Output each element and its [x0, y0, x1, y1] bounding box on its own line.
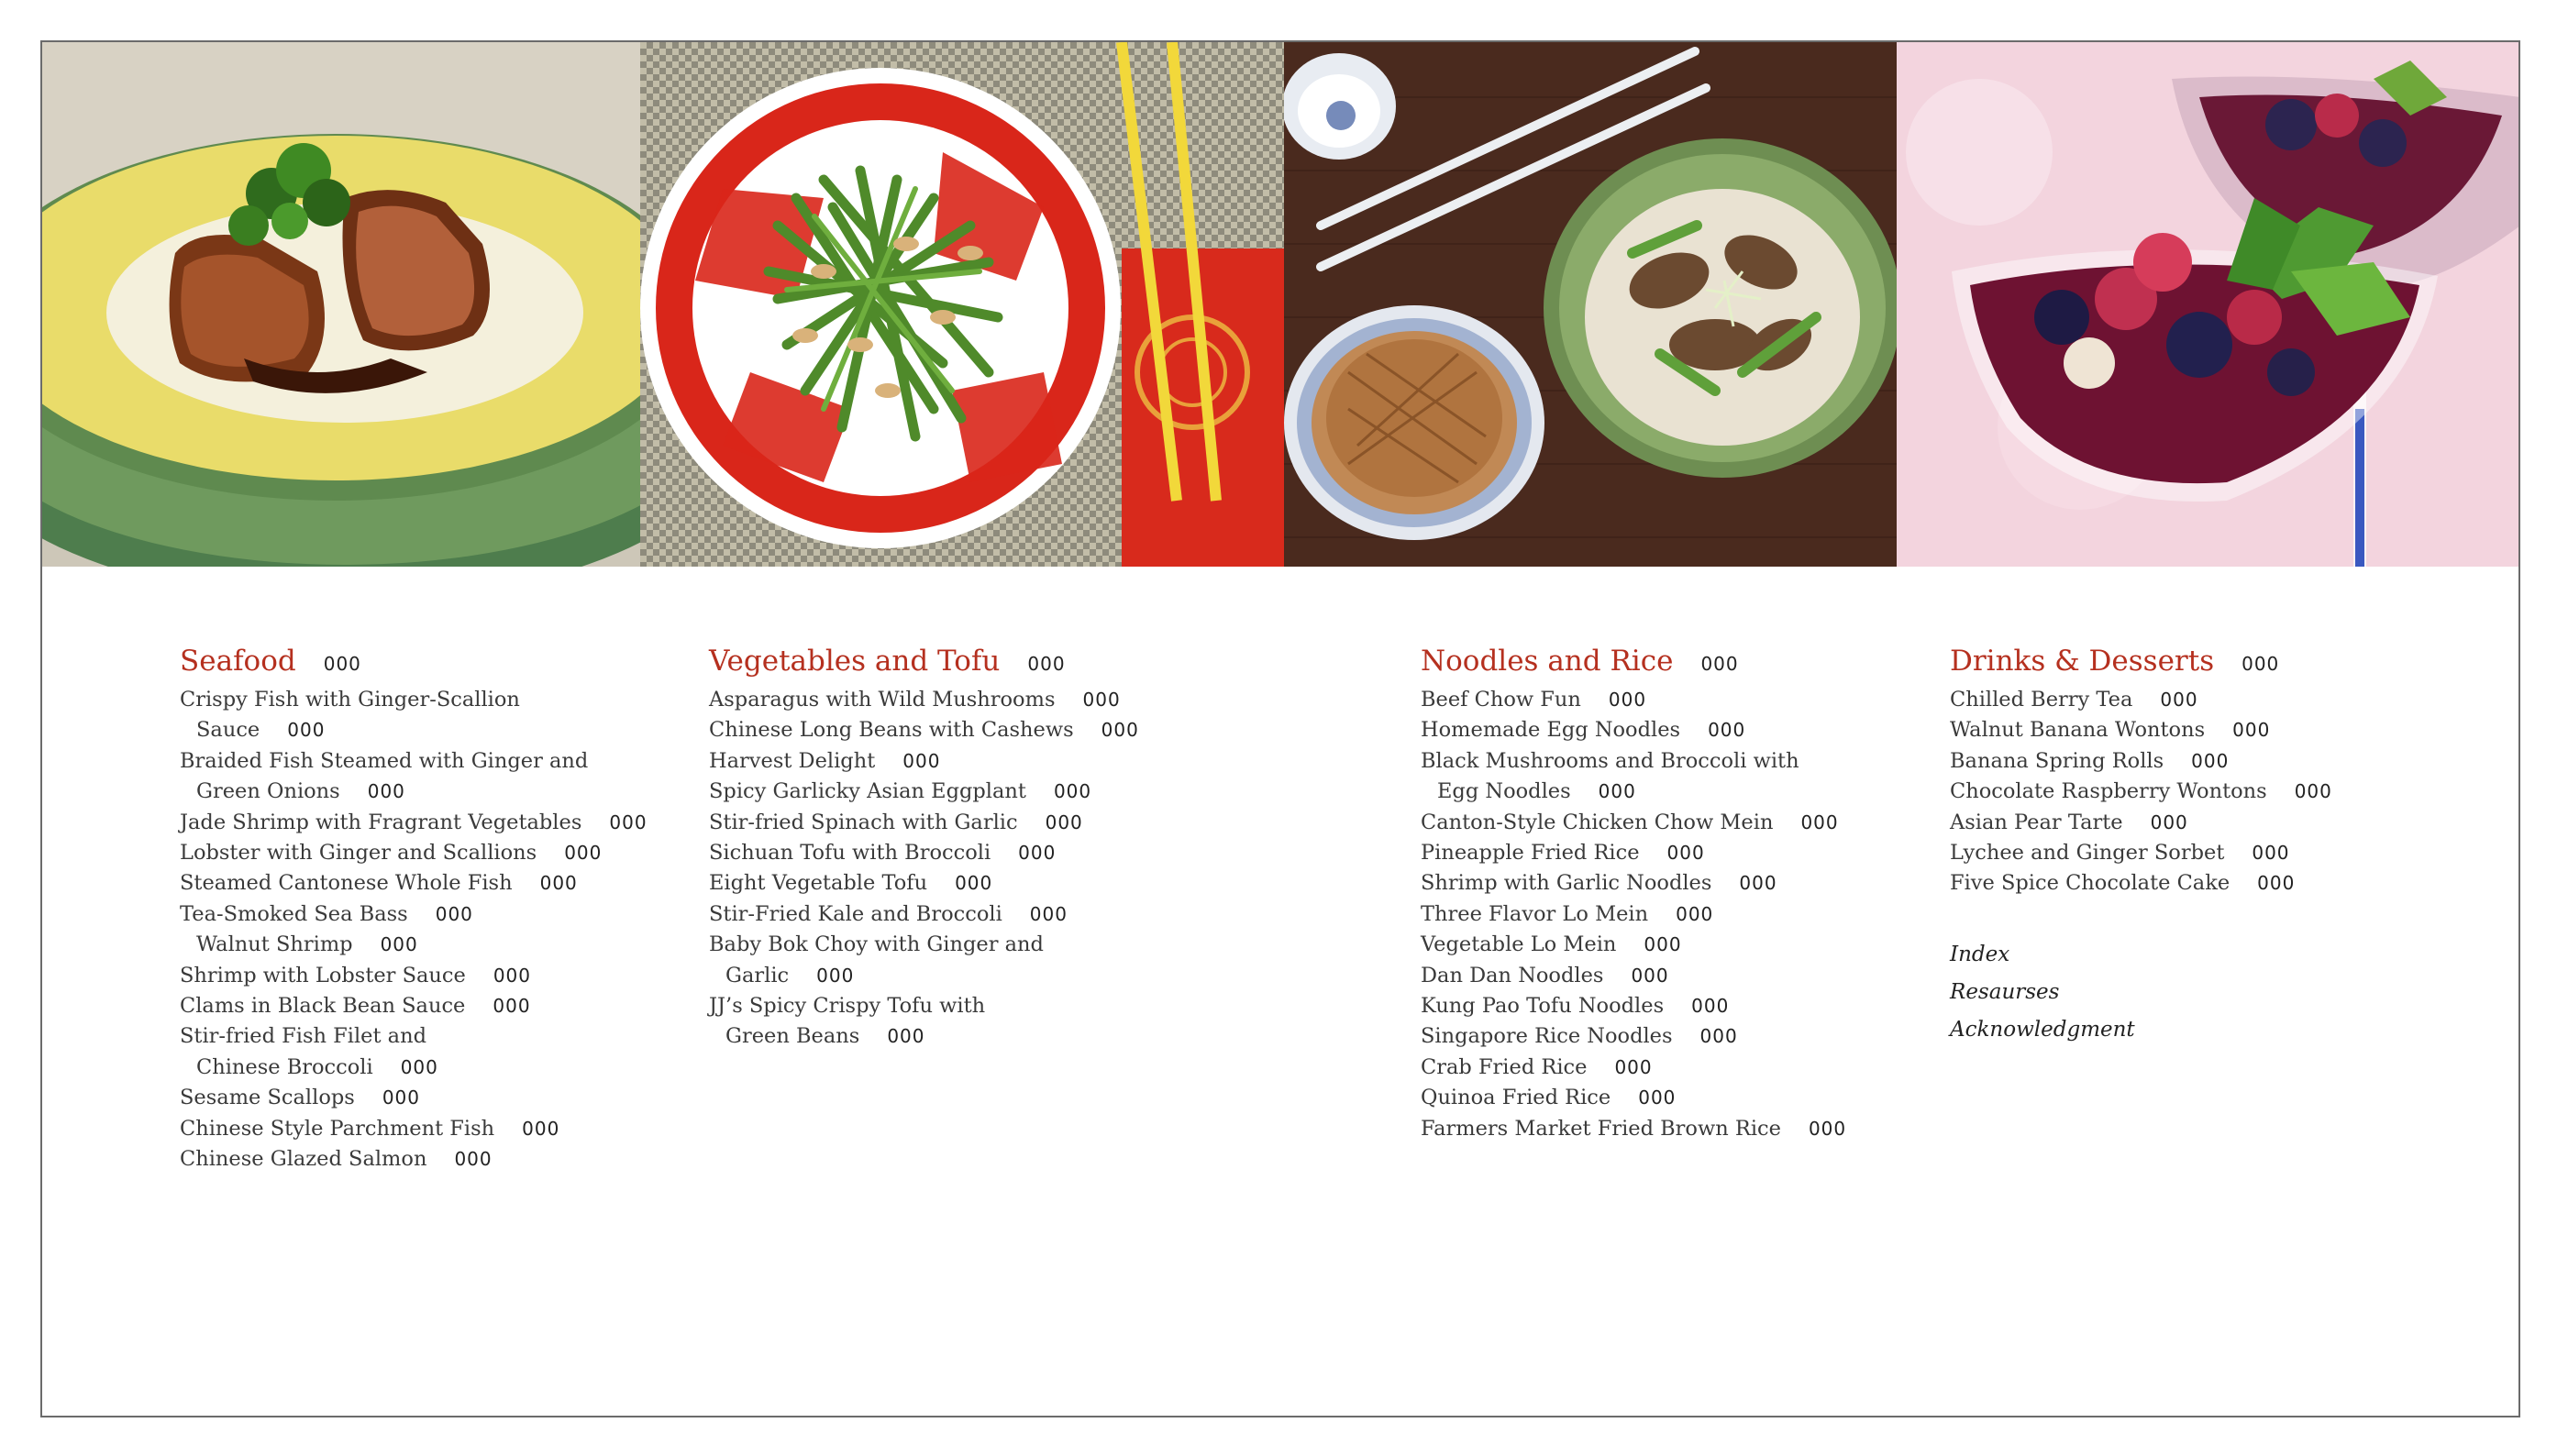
recipe-entry-line[interactable]: Black Mushrooms and Broccoli with: [1421, 748, 1799, 773]
section-title: Vegetables and Tofu 000: [709, 645, 1066, 678]
page-number: 000: [323, 653, 361, 675]
recipe-entry-line[interactable]: Crispy Fish with Ginger-Scallion: [180, 688, 520, 711]
recipe-entry[interactable]: Jade Shrimp with Fragrant Vegetables 000: [180, 810, 648, 834]
noodles-dim-sum-photo: [1284, 42, 1897, 567]
recipe-entry[interactable]: Kung Pao Tofu Noodles 000: [1421, 994, 1730, 1019]
recipe-entry[interactable]: Chinese Style Parchment Fish 000: [180, 1116, 560, 1141]
page-number: 000: [1027, 653, 1066, 675]
page-number: 000: [493, 995, 531, 1018]
page-number: 000: [1101, 719, 1139, 742]
page-number: 000: [2150, 811, 2188, 833]
page-number: 000: [2191, 749, 2230, 772]
back-matter-resources[interactable]: Resaurses: [1950, 979, 2060, 1004]
recipe-entry[interactable]: Sichuan Tofu with Broccoli 000: [709, 841, 1057, 866]
page-number: 000: [1800, 811, 1839, 833]
recipe-entry[interactable]: Farmers Market Fried Brown Rice 000: [1421, 1116, 1847, 1141]
recipe-entry[interactable]: Chilled Berry Tea 000: [1950, 688, 2198, 711]
recipe-entry[interactable]: Pineapple Fried Rice 000: [1421, 841, 1705, 866]
recipe-entry[interactable]: Lobster with Ginger and Scallions 000: [180, 841, 603, 866]
section-title: Seafood 000: [180, 645, 361, 678]
section-title: Drinks & Desserts 000: [1950, 645, 2280, 678]
recipe-entry[interactable]: Stir-fried Spinach with Garlic 000: [709, 810, 1083, 834]
page-number: 000: [2242, 653, 2280, 675]
recipe-entry-line[interactable]: Chinese Broccoli 000: [196, 1054, 438, 1079]
page-number: 000: [2257, 872, 2296, 895]
page-number: 000: [382, 1086, 420, 1109]
page-number: 000: [287, 719, 326, 742]
recipe-entry[interactable]: Asian Pear Tarte 000: [1950, 810, 2188, 834]
recipe-entry[interactable]: Sesame Scallops 000: [180, 1086, 420, 1110]
recipe-entry[interactable]: Five Spice Chocolate Cake 000: [1950, 871, 2296, 896]
page-number: 000: [1699, 1025, 1738, 1048]
section-noodles-and-rice: [1421, 642, 1846, 1144]
page-number: 000: [1676, 902, 1714, 925]
recipe-entry-line[interactable]: Green Onions 000: [196, 779, 405, 804]
page-number: 000: [539, 872, 578, 895]
page-number: 000: [1638, 1086, 1677, 1109]
back-matter-acknowledgment[interactable]: Acknowledgment: [1950, 1017, 2135, 1042]
glazed-salmon-photo: [42, 42, 640, 567]
page-number: 000: [1666, 842, 1705, 865]
recipe-entry[interactable]: Tea-Smoked Sea Bass 000: [180, 901, 473, 926]
recipe-entry-line[interactable]: Egg Noodles 000: [1437, 779, 1636, 804]
recipe-entry[interactable]: Walnut Banana Wontons 000: [1950, 718, 2271, 743]
recipe-entry-line[interactable]: JJ’s Spicy Crispy Tofu with: [709, 994, 986, 1019]
recipe-entry[interactable]: Clams in Black Bean Sauce 000: [180, 994, 531, 1019]
page-number: 000: [493, 964, 532, 987]
page-number: 000: [2232, 719, 2271, 742]
recipe-entry-line[interactable]: Green Beans 000: [725, 1024, 925, 1049]
page-number: 000: [902, 749, 941, 772]
page-frame: [40, 40, 2520, 1417]
berry-dessert-photo: [1897, 42, 2518, 567]
page-number: 000: [454, 1148, 493, 1171]
page-number: 000: [1598, 780, 1636, 803]
page-number: 000: [367, 780, 405, 803]
section-drinks-and-desserts: [1950, 642, 2332, 1049]
page-number: 000: [1644, 933, 1682, 956]
recipe-entry[interactable]: Spicy Garlicky Asian Eggplant 000: [709, 779, 1092, 804]
recipe-entry[interactable]: Chinese Long Beans with Cashews 000: [709, 718, 1139, 743]
recipe-entry[interactable]: Canton-Style Chicken Chow Mein 000: [1421, 810, 1839, 834]
recipe-entry[interactable]: Shrimp with Lobster Sauce 000: [180, 963, 532, 987]
recipe-entry[interactable]: Homemade Egg Noodles 000: [1421, 718, 1746, 743]
recipe-entry[interactable]: Lychee and Ginger Sorbet 000: [1950, 841, 2290, 866]
section-title: Noodles and Rice 000: [1421, 645, 1739, 678]
page-number: 000: [1045, 811, 1083, 833]
recipe-entry[interactable]: Stir-Fried Kale and Broccoli 000: [709, 901, 1068, 926]
page-number: 000: [2160, 689, 2198, 711]
page-number: 000: [1029, 902, 1068, 925]
page-number: 000: [887, 1025, 925, 1048]
page-number: 000: [1700, 653, 1739, 675]
green-beans-cashews-photo: [640, 42, 1284, 567]
page-number: 000: [1708, 719, 1746, 742]
recipe-entry[interactable]: Beef Chow Fun 000: [1421, 688, 1647, 711]
page-number: 000: [1691, 995, 1730, 1018]
recipe-entry-line[interactable]: Garlic 000: [725, 963, 855, 987]
page-number: 000: [522, 1117, 560, 1140]
recipe-entry[interactable]: Vegetable Lo Mein 000: [1421, 932, 1682, 957]
page-number: 000: [2252, 842, 2290, 865]
page-number: 000: [1608, 689, 1647, 711]
page-number: 000: [1082, 689, 1121, 711]
recipe-entry-line[interactable]: Baby Bok Choy with Ginger and: [709, 932, 1044, 957]
recipe-entry[interactable]: Dan Dan Noodles 000: [1421, 963, 1669, 987]
recipe-list: [180, 685, 648, 1175]
section-vegetables-and-tofu: [709, 642, 1139, 1053]
photo-strip: [42, 42, 2518, 567]
recipe-entry[interactable]: Shrimp with Garlic Noodles 000: [1421, 871, 1777, 896]
page-number: 000: [816, 964, 855, 987]
recipe-entry[interactable]: Crab Fried Rice 000: [1421, 1054, 1653, 1079]
recipe-list: [1421, 685, 1846, 1144]
recipe-entry[interactable]: Quinoa Fried Rice 000: [1421, 1086, 1677, 1110]
recipe-list: [1950, 685, 2332, 899]
recipe-entry[interactable]: Chocolate Raspberry Wontons 000: [1950, 779, 2332, 804]
recipe-entry[interactable]: Eight Vegetable Tofu 000: [709, 871, 993, 896]
recipe-entry[interactable]: Harvest Delight 000: [709, 748, 941, 773]
recipe-entry[interactable]: Chinese Glazed Salmon 000: [180, 1147, 493, 1172]
page-number: 000: [435, 902, 473, 925]
page-number: 000: [609, 811, 648, 833]
page-number: 000: [1614, 1055, 1653, 1078]
back-matter-index[interactable]: Index: [1950, 942, 2010, 966]
recipe-entry[interactable]: Singapore Rice Noodles 000: [1421, 1024, 1738, 1049]
recipe-entry-line[interactable]: Stir-fried Fish Filet and: [180, 1024, 426, 1049]
page-number: 000: [564, 842, 603, 865]
page-number: 000: [400, 1055, 438, 1078]
recipe-list: [709, 685, 1139, 1053]
page-number: 000: [1053, 780, 1092, 803]
page-number: 000: [380, 933, 418, 956]
page-number: 000: [1739, 872, 1777, 895]
page-number: 000: [2294, 780, 2332, 803]
recipe-entry[interactable]: Walnut Shrimp 000: [196, 932, 418, 957]
recipe-entry-line[interactable]: Sauce 000: [196, 718, 326, 743]
recipe-entry-line[interactable]: Braided Fish Steamed with Ginger and: [180, 748, 589, 773]
page-number: 000: [955, 872, 993, 895]
recipe-entry[interactable]: Banana Spring Rolls 000: [1950, 748, 2230, 773]
page-number: 000: [1631, 964, 1669, 987]
section-seafood: [180, 642, 648, 1175]
recipe-entry[interactable]: Steamed Cantonese Whole Fish 000: [180, 871, 578, 896]
recipe-entry[interactable]: Asparagus with Wild Mushrooms 000: [709, 688, 1121, 711]
page-number: 000: [1808, 1117, 1847, 1140]
recipe-entry[interactable]: Three Flavor Lo Mein 000: [1421, 901, 1714, 926]
back-matter-list: [1950, 936, 2332, 1049]
page-number: 000: [1018, 842, 1057, 865]
